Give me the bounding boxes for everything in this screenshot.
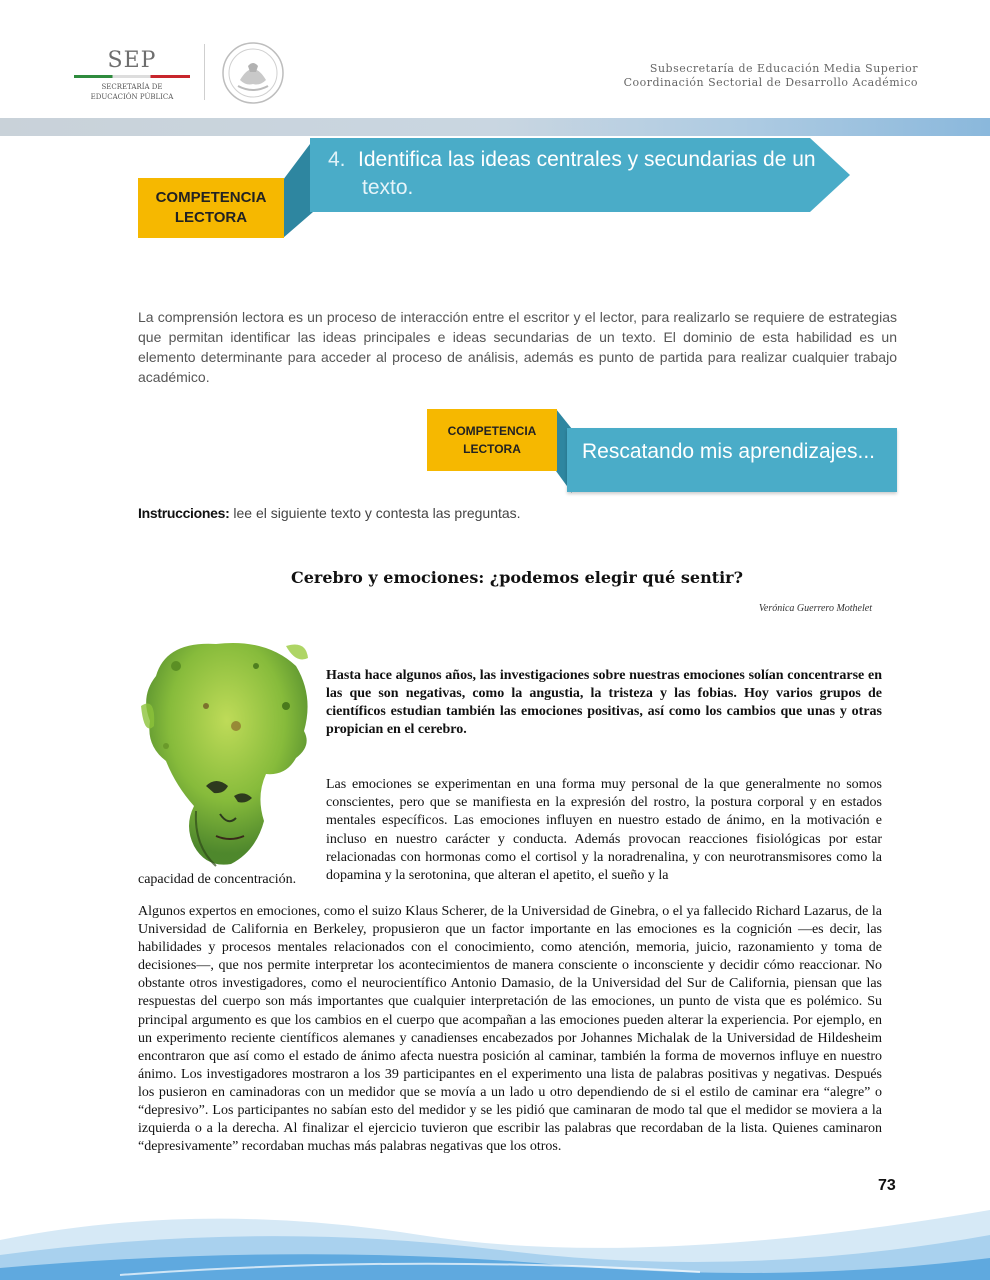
article-paragraph-1: Las emociones se experimentan en una forma muy personal de la que generalmente no somos conscientes, pero que se manifiesta en la expresión del rostro, la postura corporal y en estados mentales específicos. Las emociones influyen en nuestro estado de ánimo, en la motivación e incluso en nuestro carácter y conducta. Además provocan reacciones fisiológicas por estar relacionadas con hormonas como el cortisol y la noradrenalina, y con neurotransmisores como la dopamina y la serotonina, que alteran el apetito, el sueño y la xyxy=(326,777,882,884)
competencia-number: 4. xyxy=(328,148,346,171)
article-lead: Hasta hace algunos años, las investigaciones sobre nuestras emociones solían concentrarse en las que son negativas, como la angustia, la tristeza y las fobias. Hoy varios grupos de científicos estudian también las emociones positivas, así como los cambios que unas y otras propician en el cerebro. xyxy=(326,668,882,737)
competencia-badge-1-line1: COMPETENCIA xyxy=(155,189,267,206)
article-paragraph-1-end: capacidad de concentración. xyxy=(138,872,297,887)
competencia-badge-2-line2: LECTORA xyxy=(463,442,521,456)
competencia-badge-1-line2: LECTORA xyxy=(174,209,248,226)
footer-waves xyxy=(0,1180,990,1280)
competencia-badge-2 xyxy=(427,409,557,471)
instructions-label: Instrucciones: xyxy=(138,505,230,521)
article-paragraph-2: Algunos expertos en emociones, como el suizo Klaus Scherer, de la Universidad de Ginebra, o el ya fallecido Richard Lazarus, de la Universidad de California en Berkeley, propusieron que un factor importante en las emociones es la cognición —es decir, las habilidades y procesos mentales relacionados con el conocimiento, como atención, memoria, juicio, razonamiento y toma de decisiones—, que nos permite interpretar los acontecimientos de manera consciente o inconsciente y decidir cómo reaccionar. No obstante otros investigadores, como el neurocientífico Antonio Damasio, de la Universidad del Sur de California, piensan que las respuestas del cuerpo son más importantes que cualquier interpretación de las emociones, un punto de vista que es polémico. Su principal argumento es que los cambios en el cuerpo que acompañan a las emociones pueden alterar la experiencia. Por ejemplo, en un experimento reciente científicos alemanes y canadienses encabezados por Johannes Michalak de la Universidad de Hildesheim encontraron que así como el estado de ánimo afecta nuestra posición al caminar, también la forma de movernos influye en nuestro ánimo. Los investigadores mostraron a los 39 participantes en el experimento una lista de palabras positivas y negativas. Después los pusieron en caminadoras con un medidor que se movía a un lado u otro dependiendo de si el estilo de caminar era “alegre” o “depresivo”. Los participantes no sabían esto del medidor y se les pidió que caminaran de modo tal que el medidor se moviera a la izquierda o a la derecha. Al finalizar el ejercicio tuvieron que escribir las palabras que recordaban de la lista. Quienes caminaron “depresivamente” recordaban muchas más palabras negativas que los otros. xyxy=(138,904,882,1155)
article-author: Verónica Guerrero Mothelet xyxy=(758,603,872,614)
article-title: Cerebro y emociones: ¿podemos elegir qué sentir? xyxy=(291,568,743,587)
sep-logo-line2: EDUCACIÓN PÚBLICA xyxy=(90,93,174,101)
intro-paragraph: La comprensión lectora es un proceso de interacción entre el escritor y el lector, para realizarlo se requiere de estrategias que permitan identificar las ideas principales e ideas secundarias de un texto. El dominio de esta habilidad es un elemento determinante para acceder al proceso de análisis, además es punto de partida para realizar cualquier trabajo académico. xyxy=(138,309,897,385)
competencia-title-line1: Identifica las ideas centrales y secundarias de un xyxy=(358,148,816,171)
mexico-seal-icon xyxy=(220,40,286,106)
page-number: 73 xyxy=(878,1177,896,1194)
sep-logo xyxy=(72,48,192,102)
watercolor-head-illustration xyxy=(136,636,314,868)
header-band xyxy=(0,118,990,136)
header-right-text xyxy=(624,62,918,90)
header-divider xyxy=(204,44,205,100)
rescatando-title: Rescatando mis aprendizajes... xyxy=(582,440,875,463)
header-right-line1: Subsecretaría de Educación Media Superior xyxy=(649,62,918,75)
banner1-fold xyxy=(283,140,313,238)
header-right-line2: Coordinación Sectorial de Desarrollo Académico xyxy=(623,76,918,89)
competencia-title-line2: texto. xyxy=(362,176,414,199)
sep-logo-word: SEP xyxy=(107,48,157,73)
competencia-badge-1 xyxy=(138,178,284,238)
instructions xyxy=(138,505,521,521)
competencia-badge-2-line1: COMPETENCIA xyxy=(447,424,537,438)
sep-logo-line1: SECRETARÍA DE xyxy=(101,83,163,91)
page-header xyxy=(0,0,990,120)
instructions-text: lee el siguiente texto y contesta las preguntas. xyxy=(229,505,521,521)
competencia-title-1 xyxy=(328,146,828,202)
sep-logo-tricolor-line xyxy=(74,75,190,78)
